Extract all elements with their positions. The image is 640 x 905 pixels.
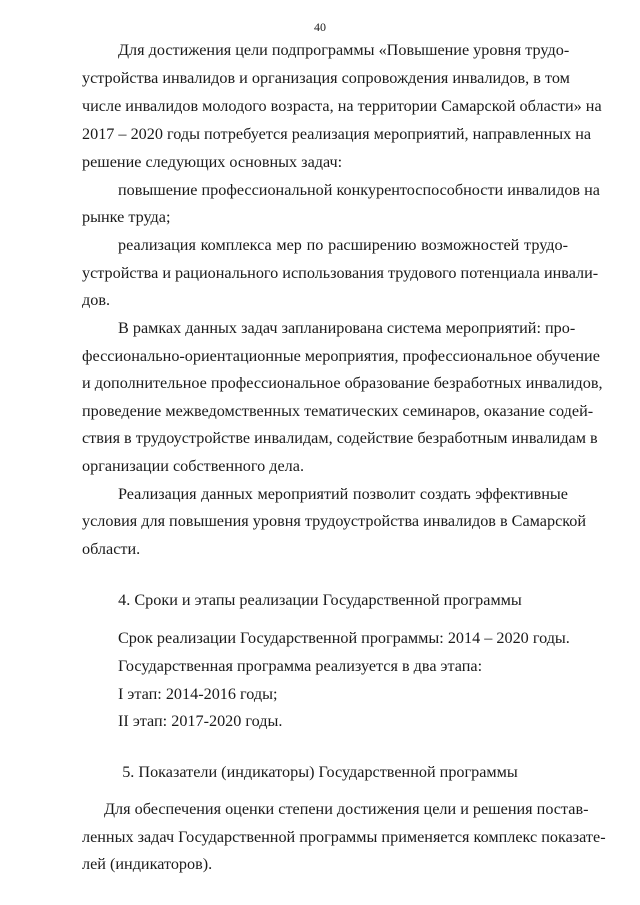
paragraph-measures-line: фессионально-ориентационные мероприятия, профессиональное обучение xyxy=(82,347,600,365)
paragraph-result-line: области. xyxy=(82,540,141,558)
section-text-line: Срок реализации Государственной программы: 2014 – 2020 годы. xyxy=(118,629,570,647)
section-text-line: ленных задач Государственной программы применяется комплекс показате- xyxy=(82,828,606,846)
task-item-line: дов. xyxy=(82,291,111,309)
paragraph-goal-line: устройства инвалидов и организация сопровождения инвалидов, в том xyxy=(82,69,570,87)
section-heading: 5. Показатели (индикаторы) Государственной программы xyxy=(122,763,518,781)
paragraph-goal-line: решение следующих основных задач: xyxy=(82,153,343,171)
section-text-line: Государственная программа реализуется в два этапа: xyxy=(118,657,483,675)
section-text-line: Для обеспечения оценки степени достижения цели и решения постав- xyxy=(104,800,589,818)
task-item-line: рынке труда; xyxy=(82,208,171,226)
task-item-line: устройства и рационального использования трудового потенциала инвали- xyxy=(82,264,599,282)
paragraph-measures-line: проведение межведомственных тематических семинаров, оказание содей- xyxy=(82,402,594,420)
task-item-line: реализация комплекса мер по расширению возможностей трудо- xyxy=(118,236,568,254)
paragraph-result-line: Реализация данных мероприятий позволит создать эффективные xyxy=(118,485,568,503)
paragraph-measures-line: и дополнительное профессиональное образование безработных инвалидов, xyxy=(82,374,603,392)
page-number: 40 xyxy=(314,20,326,34)
paragraph-goal-line: числе инвалидов молодого возраста, на территории Самарской области» на xyxy=(82,97,602,115)
section-text-line: II этап: 2017-2020 годы. xyxy=(118,712,283,730)
paragraph-measures-line: организации собственного дела. xyxy=(82,457,304,475)
paragraph-measures-line: ствия в трудоустройстве инвалидам, содействие безработным инвалидам в xyxy=(82,429,598,447)
paragraph-measures-line: В рамках данных задач запланирована система мероприятий: про- xyxy=(118,319,576,337)
paragraph-result-line: условия для повышения уровня трудоустройства инвалидов в Самарской xyxy=(82,512,587,530)
section-heading: 4. Сроки и этапы реализации Государственной программы xyxy=(118,591,522,609)
section-text-line: I этап: 2014-2016 годы; xyxy=(118,685,278,703)
task-item-line: повышение профессиональной конкурентоспособности инвалидов на xyxy=(118,181,600,199)
section-text-line: лей (индикаторов). xyxy=(82,855,213,873)
paragraph-goal-line: 2017 – 2020 годы потребуется реализация мероприятий, направленных на xyxy=(82,125,592,143)
paragraph-goal-line: Для достижения цели подпрограммы «Повышение уровня трудо- xyxy=(118,41,570,59)
